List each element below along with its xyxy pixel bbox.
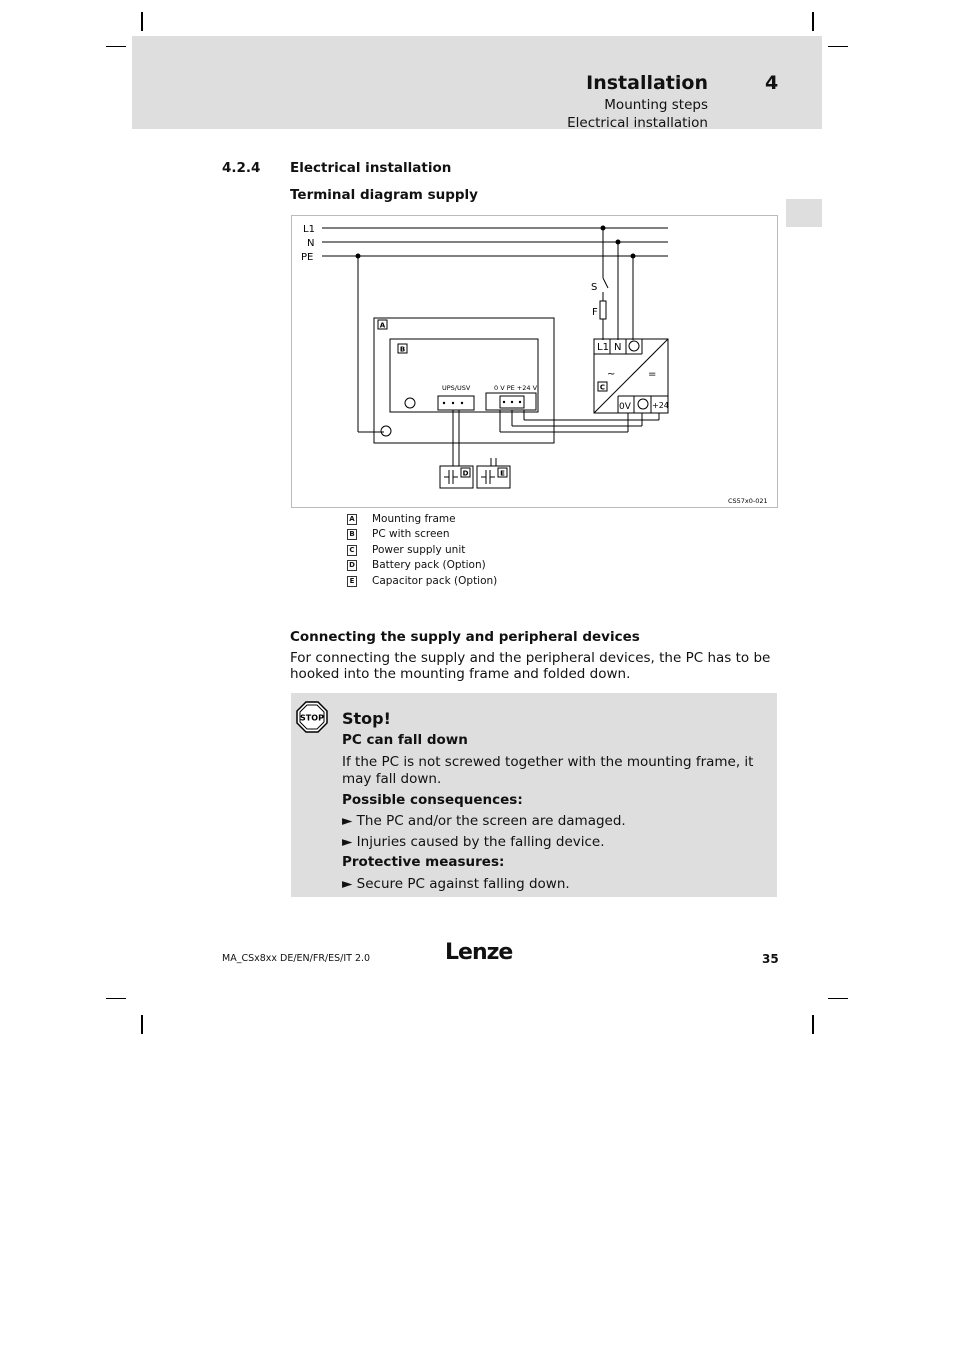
- box-c-label: C: [599, 383, 606, 392]
- crop-mark: [828, 998, 848, 999]
- stop-icon-text: STOP: [300, 713, 324, 723]
- page-number: 35: [762, 952, 779, 966]
- stop-icon: [296, 701, 328, 733]
- measures-title: Protective measures:: [342, 854, 505, 870]
- psu-0v-label: 0V: [619, 402, 631, 412]
- measure-item: ► Secure PC against falling down.: [342, 876, 570, 892]
- legend-key: B: [347, 529, 357, 540]
- label-switch: S: [591, 282, 598, 293]
- box-b-label: B: [399, 345, 406, 354]
- consequence-item: ► The PC and/or the screen are damaged.: [342, 813, 626, 829]
- legend-text: Battery pack (Option): [372, 559, 486, 571]
- terminal-diagram: [291, 215, 778, 508]
- stop-body: If the PC is not screwed together with the mounting frame, it may fall down.: [342, 754, 754, 787]
- crop-mark: [828, 46, 848, 47]
- crop-mark: [141, 1015, 143, 1034]
- stop-title: Stop!: [342, 709, 391, 728]
- legend-text: Mounting frame: [372, 513, 456, 525]
- crop-mark: [141, 12, 143, 31]
- figure-title: Terminal diagram supply: [290, 187, 478, 203]
- legend-key: C: [347, 545, 357, 556]
- legend-text: Power supply unit: [372, 544, 466, 556]
- psu-ac-symbol: ~: [607, 369, 616, 380]
- box-d-label: D: [462, 469, 469, 478]
- section-title: Electrical installation: [290, 160, 452, 176]
- legend-text: Capacitor pack (Option): [372, 575, 498, 587]
- label-pe: PE: [301, 252, 314, 263]
- consequence-item: ► Injuries caused by the falling device.: [342, 834, 605, 850]
- psu-n-label: N: [614, 342, 622, 353]
- stop-warning-box: [291, 693, 777, 897]
- chapter-title: Installation: [586, 72, 708, 94]
- header-subtitle-2: Electrical installation: [567, 115, 708, 131]
- box-a-label: A: [379, 321, 386, 330]
- crop-mark: [812, 1015, 814, 1034]
- legend-key: E: [347, 576, 357, 587]
- psu-dc-symbol: =: [648, 369, 657, 380]
- legend-text: PC with screen: [372, 528, 450, 540]
- label-l1: L1: [303, 224, 315, 235]
- section-number: 4.2.4: [222, 160, 261, 176]
- crop-mark: [106, 46, 126, 47]
- label-fuse: F: [592, 307, 598, 318]
- legend-key: D: [347, 560, 357, 571]
- header-band: [132, 36, 822, 129]
- legend-key: A: [347, 514, 357, 525]
- box-e-label: E: [500, 469, 505, 478]
- consequences-title: Possible consequences:: [342, 792, 523, 808]
- crop-mark: [812, 12, 814, 31]
- crop-mark: [106, 998, 126, 999]
- psu-24-label: +24: [652, 401, 669, 410]
- psu-l1-label: L1: [597, 342, 609, 353]
- terminal-diagram-svg: [292, 216, 779, 509]
- figure-code: CS57x0-021: [728, 497, 768, 505]
- chapter-side-tab: [786, 199, 822, 227]
- stop-subtitle: PC can fall down: [342, 732, 468, 748]
- label-n: N: [307, 238, 315, 249]
- footer-doc-id: MA_CSx8xx DE/EN/FR/ES/IT 2.0: [222, 953, 371, 964]
- connecting-body: For connecting the supply and the peripheral devices, the PC has to be hooked into the mounting frame and folded down.: [290, 650, 771, 682]
- chapter-number: 4: [765, 72, 779, 94]
- connecting-title: Connecting the supply and peripheral devices: [290, 629, 640, 645]
- ups-label: UPS/USV: [442, 384, 471, 392]
- lenze-logo: Lenze: [445, 940, 513, 965]
- header-subtitle-1: Mounting steps: [604, 97, 708, 113]
- power-label: 0 V PE +24 V: [494, 384, 538, 392]
